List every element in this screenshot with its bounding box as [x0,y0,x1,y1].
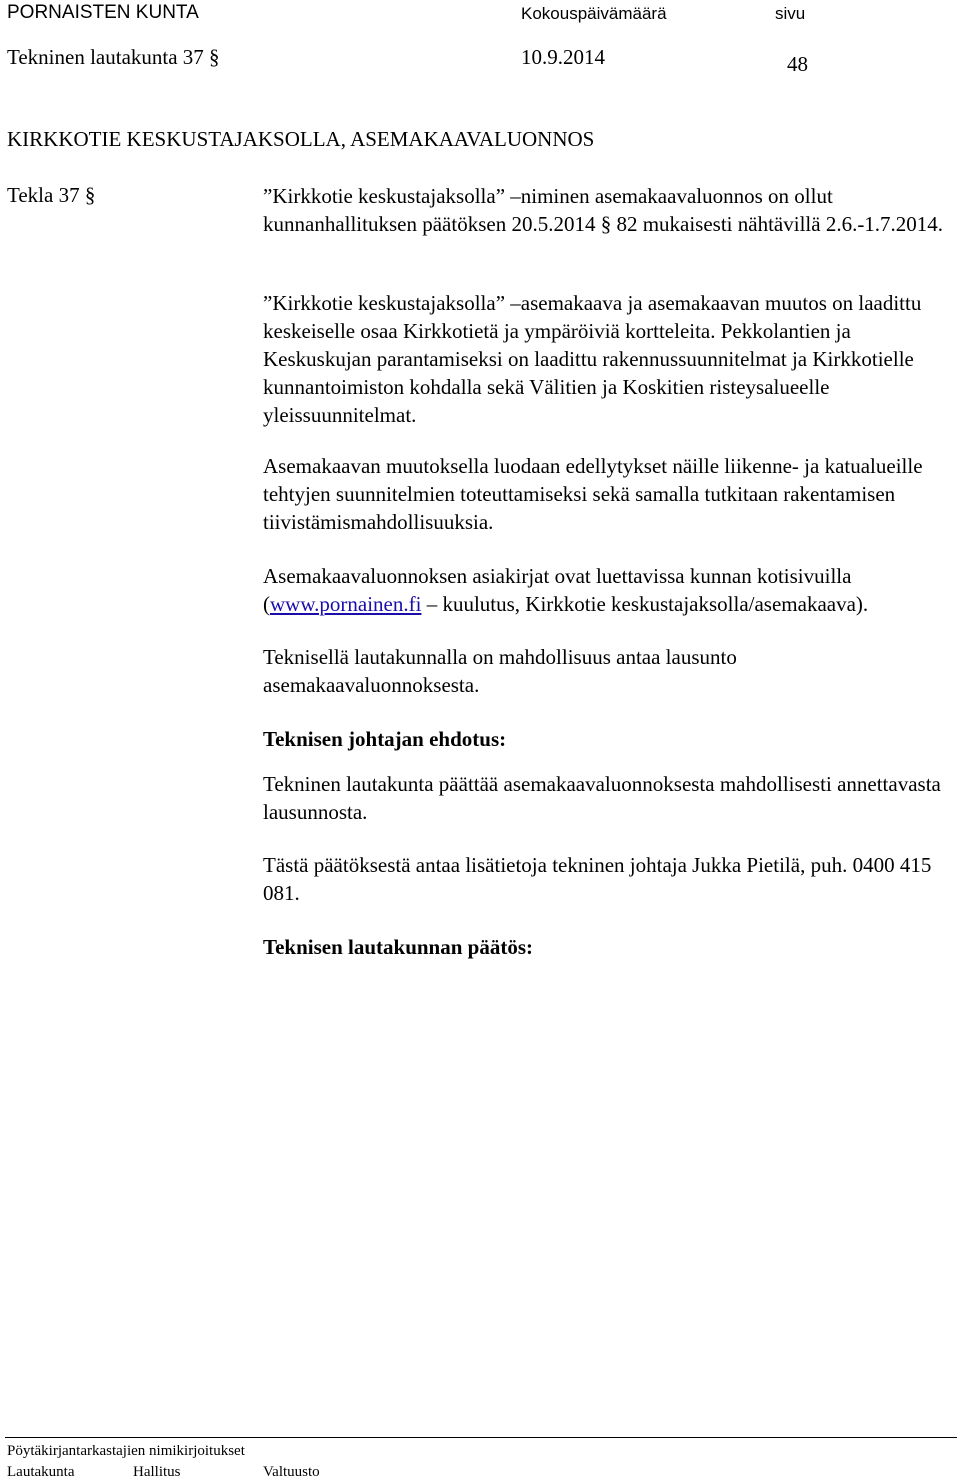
page-number: 48 [787,52,808,76]
meeting-date-label: Kokouspäivämäärä [521,4,667,23]
paragraph-documents-note [263,562,953,618]
paragraph-text: ”Kirkkotie keskustajaksolla” –niminen asemakaavaluonnos on ollut kunnanhallituksen päätöksen 20.5.2014 § 82 mukaisesti nähtävillä 2.6.-1.7.2014. [263,184,944,236]
organization-name: PORNAISTEN KUNTA [7,2,199,23]
paragraph-text [263,562,953,618]
paragraph-text: Asemakaavan muutoksella luodaan edellytykset näille liikenne- ja katualueille tehtyjen suunnitelmien toteuttamiseksi sekä samalla tutkitaan rakentamisen tiivistämismahdollisuuksia. [263,454,923,534]
proposal-heading: Teknisen johtajan ehdotus: [263,727,507,751]
signatures-label: Pöytäkirjantarkastajien nimikirjoitukset [7,1443,245,1459]
page-label: sivu [775,4,806,23]
paragraph-text: Tekninen lautakunta päättää asemakaavaluonnoksesta mahdollisesti annettavasta lausunnosta. [263,772,941,824]
paragraph-proposal [263,770,953,826]
footer-column-board: Lautakunta [7,1464,75,1480]
footer-column-government: Hallitus [133,1464,181,1480]
paragraph-text: ”Kirkkotie keskustajaksolla” –asemakaava ja asemakaavan muutos on laadittu keskeiselle osaa Kirkkotietä ja ympäröiviä kortteleita. Pekkolantien ja Keskuskujan parantamiseksi on laadittu rakennussuunnitelmat ja Kirkkotielle kunnantoimiston kohdalla sekä Välitien ja Koskitien risteysalueelle yleissuunnitelmat. [263,291,922,427]
item-reference: Tekla 37 § [7,183,96,207]
board-name: Tekninen lautakunta 37 § [7,45,220,69]
documents-note-prefix: Asemakaavaluonnoksen asiakirjat ovat luettavissa kunnan kotisivuilla ( [263,564,852,616]
meeting-date: 10.9.2014 [521,45,605,69]
paragraph-text: Teknisellä lautakunnalla on mahdollisuus antaa lausunto asemakaavaluonnoksesta. [263,645,737,697]
document-title: KIRKKOTIE KESKUSTAJAKSOLLA, ASEMAKAAVALUONNOS [7,127,595,151]
paragraph-text: Tästä päätöksestä antaa lisätietoja tekninen johtaja Jukka Pietilä, puh. 0400 415 081. [263,853,932,905]
paragraph-contact [263,851,953,907]
documents-note-suffix: – kuulutus, Kirkkotie keskustajaksolla/asemakaava). [421,592,869,616]
paragraph-plan-description [263,289,953,429]
paragraph-plan-change [263,452,953,536]
paragraph-statement-note [263,643,953,699]
footer-column-council: Valtuusto [263,1464,320,1480]
paragraph-hearing [263,182,953,238]
decision-heading: Teknisen lautakunnan päätös: [263,935,534,959]
footer-divider [5,1437,957,1438]
website-link[interactable]: www.pornainen.fi [270,592,422,616]
